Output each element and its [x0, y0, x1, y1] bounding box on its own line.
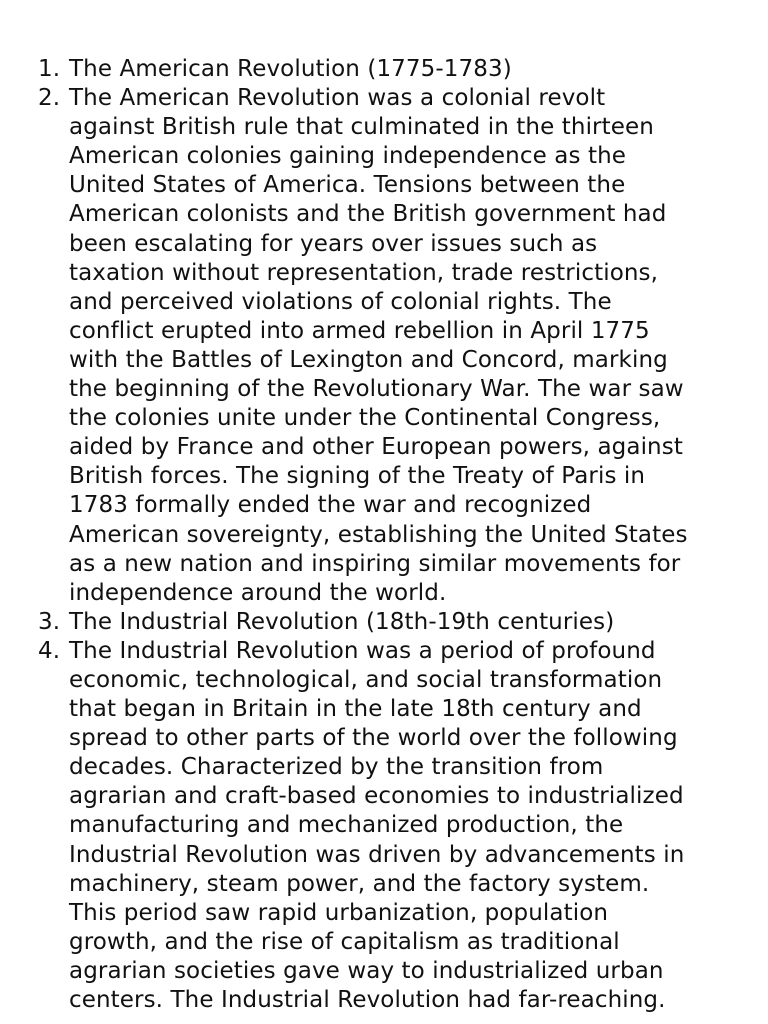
paragraph-line: as a new nation and inspiring similar movements for: [69, 550, 681, 577]
paragraph-line: American colonies gaining independence as the: [69, 143, 627, 170]
paragraph-line: taxation without representation, trade restrictions,: [69, 259, 659, 286]
paragraph-line: that began in Britain in the late 18th century and: [69, 696, 642, 723]
list-item-number: 1.: [38, 56, 61, 82]
list-item-number: 3.: [38, 608, 61, 635]
paragraph-line: been escalating for years over issues such as: [69, 230, 598, 257]
list-item-4: [0, 637, 768, 1015]
paragraph-line: the colonies unite under the Continental Congress,: [69, 405, 661, 432]
paragraph-line: manufacturing and mechanized production, the: [69, 812, 624, 839]
paragraph-line: decades. Characterized by the transition from: [69, 754, 604, 781]
paragraph-line: United States of America. Tensions between the: [69, 172, 626, 199]
paragraph-line: growth, and the rise of capitalism as traditional: [69, 928, 620, 955]
list-item-2: [0, 84, 768, 608]
list-item-number: 4.: [38, 637, 61, 664]
paragraph-line: against British rule that culminated in the thirteen: [69, 114, 654, 141]
paragraph-line: 1783 formally ended the war and recognized: [69, 492, 592, 519]
paragraph-line: American colonists and the British government had: [69, 201, 667, 228]
list-item-number: 2.: [38, 85, 61, 112]
paragraph-line: The Industrial Revolution was a period of profound: [69, 637, 656, 664]
list-item-heading: The Industrial Revolution (18th-19th centuries): [69, 608, 615, 635]
paragraph-line: British forces. The signing of the Treaty of Paris in: [69, 463, 646, 490]
list-item-1: [0, 55, 768, 84]
paragraph-line: machinery, steam power, and the factory system.: [69, 870, 650, 897]
paragraph-line: This period saw rapid urbanization, population: [69, 899, 609, 926]
paragraph-line: economic, technological, and social transformation: [69, 666, 663, 693]
paragraph-line: independence around the world.: [69, 579, 447, 606]
paragraph-line: American sovereignty, establishing the United States: [69, 521, 688, 548]
paragraph-line: conflict erupted into armed rebellion in April 1775: [69, 317, 650, 344]
paragraph-line: and perceived violations of colonial rights. The: [69, 288, 612, 315]
paragraph-line: spread to other parts of the world over the following: [69, 725, 678, 752]
paragraph-line: the beginning of the Revolutionary War. The war saw: [69, 376, 684, 403]
numbered-list: [0, 55, 768, 1015]
paragraph-line: aided by France and other European powers, against: [69, 434, 683, 461]
paragraph-line: with the Battles of Lexington and Concord, marking: [69, 346, 668, 373]
paragraph-line: Industrial Revolution was driven by advancements in: [69, 841, 685, 868]
paragraph-line: The American Revolution was a colonial revolt: [69, 85, 606, 112]
list-item-heading: The American Revolution (1775-1783): [69, 56, 512, 82]
paragraph-line: agrarian societies gave way to industrialized urban: [69, 957, 664, 984]
list-item-3: [0, 608, 768, 637]
paragraph-line: agrarian and craft-based economies to industrialized: [69, 783, 684, 810]
paragraph-line: centers. The Industrial Revolution had far-reaching.: [69, 987, 666, 1013]
